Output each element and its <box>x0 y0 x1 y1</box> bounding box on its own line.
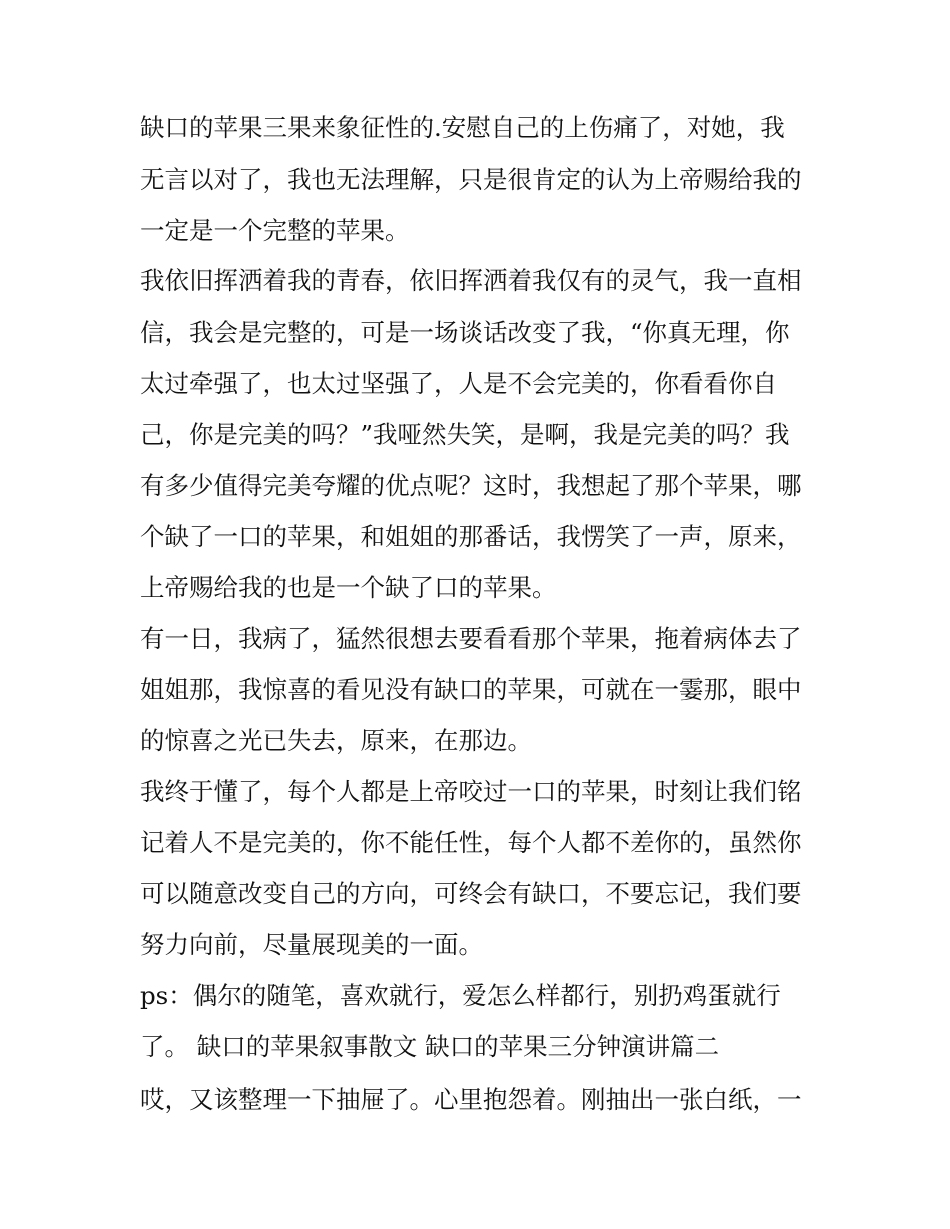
text-line: 的惊喜之光已失去，原来，在那边。 <box>140 726 532 755</box>
text-line: 个缺了一口的苹果，和姐姐的那番话，我愣笑了一声，原来， <box>140 522 802 551</box>
text-line: 信，我会是完整的，可是一场谈话改变了我，“你真无理，你 <box>140 318 790 347</box>
text-line: 可以随意改变自己的方向，可终会有缺口，不要忘记，我们要 <box>140 879 802 908</box>
text-line: 太过牵强了，也太过坚强了，人是不会完美的，你看看你自 <box>140 369 777 398</box>
text-line: 努力向前，尽量展现美的一面。 <box>140 930 483 959</box>
text-line: 上帝赐给我的也是一个缺了口的苹果。 <box>140 573 557 602</box>
text-line: ps：偶尔的随笔，喜欢就行，爱怎么样都行，别扔鸡蛋就行 <box>140 981 781 1010</box>
text-line: 了。 缺口的苹果叙事散文 缺口的苹果三分钟演讲篇二 <box>140 1032 720 1061</box>
text-line: 无言以对了，我也无法理解，只是很肯定的认为上帝赐给我的 <box>140 165 802 194</box>
text-line: 一定是一个完整的苹果。 <box>140 216 410 245</box>
text-line: 哎，又该整理一下抽屉了。心里抱怨着。刚抽出一张白纸，一 <box>140 1085 802 1114</box>
text-line: 缺口的苹果三果来象征性的.安慰自己的上伤痛了，对她，我 <box>140 113 785 142</box>
text-line: 我终于懂了，每个人都是上帝咬过一口的苹果，时刻让我们铭 <box>140 777 802 806</box>
text-line: 姐姐那，我惊喜的看见没有缺口的苹果，可就在一霎那，眼中 <box>140 675 802 704</box>
text-line: 有一日，我病了，猛然很想去要看看那个苹果，拖着病体去了 <box>140 624 802 653</box>
text-line: 记着人不是完美的，你不能任性，每个人都不差你的，虽然你 <box>140 828 802 857</box>
text-line: 己，你是完美的吗？”我哑然失笑，是啊，我是完美的吗？我 <box>140 420 790 449</box>
text-line: 我依旧挥洒着我的青春，依旧挥洒着我仅有的灵气，我一直相 <box>140 266 802 295</box>
text-line: 有多少值得完美夸耀的优点呢？这时，我想起了那个苹果，哪 <box>140 471 802 500</box>
